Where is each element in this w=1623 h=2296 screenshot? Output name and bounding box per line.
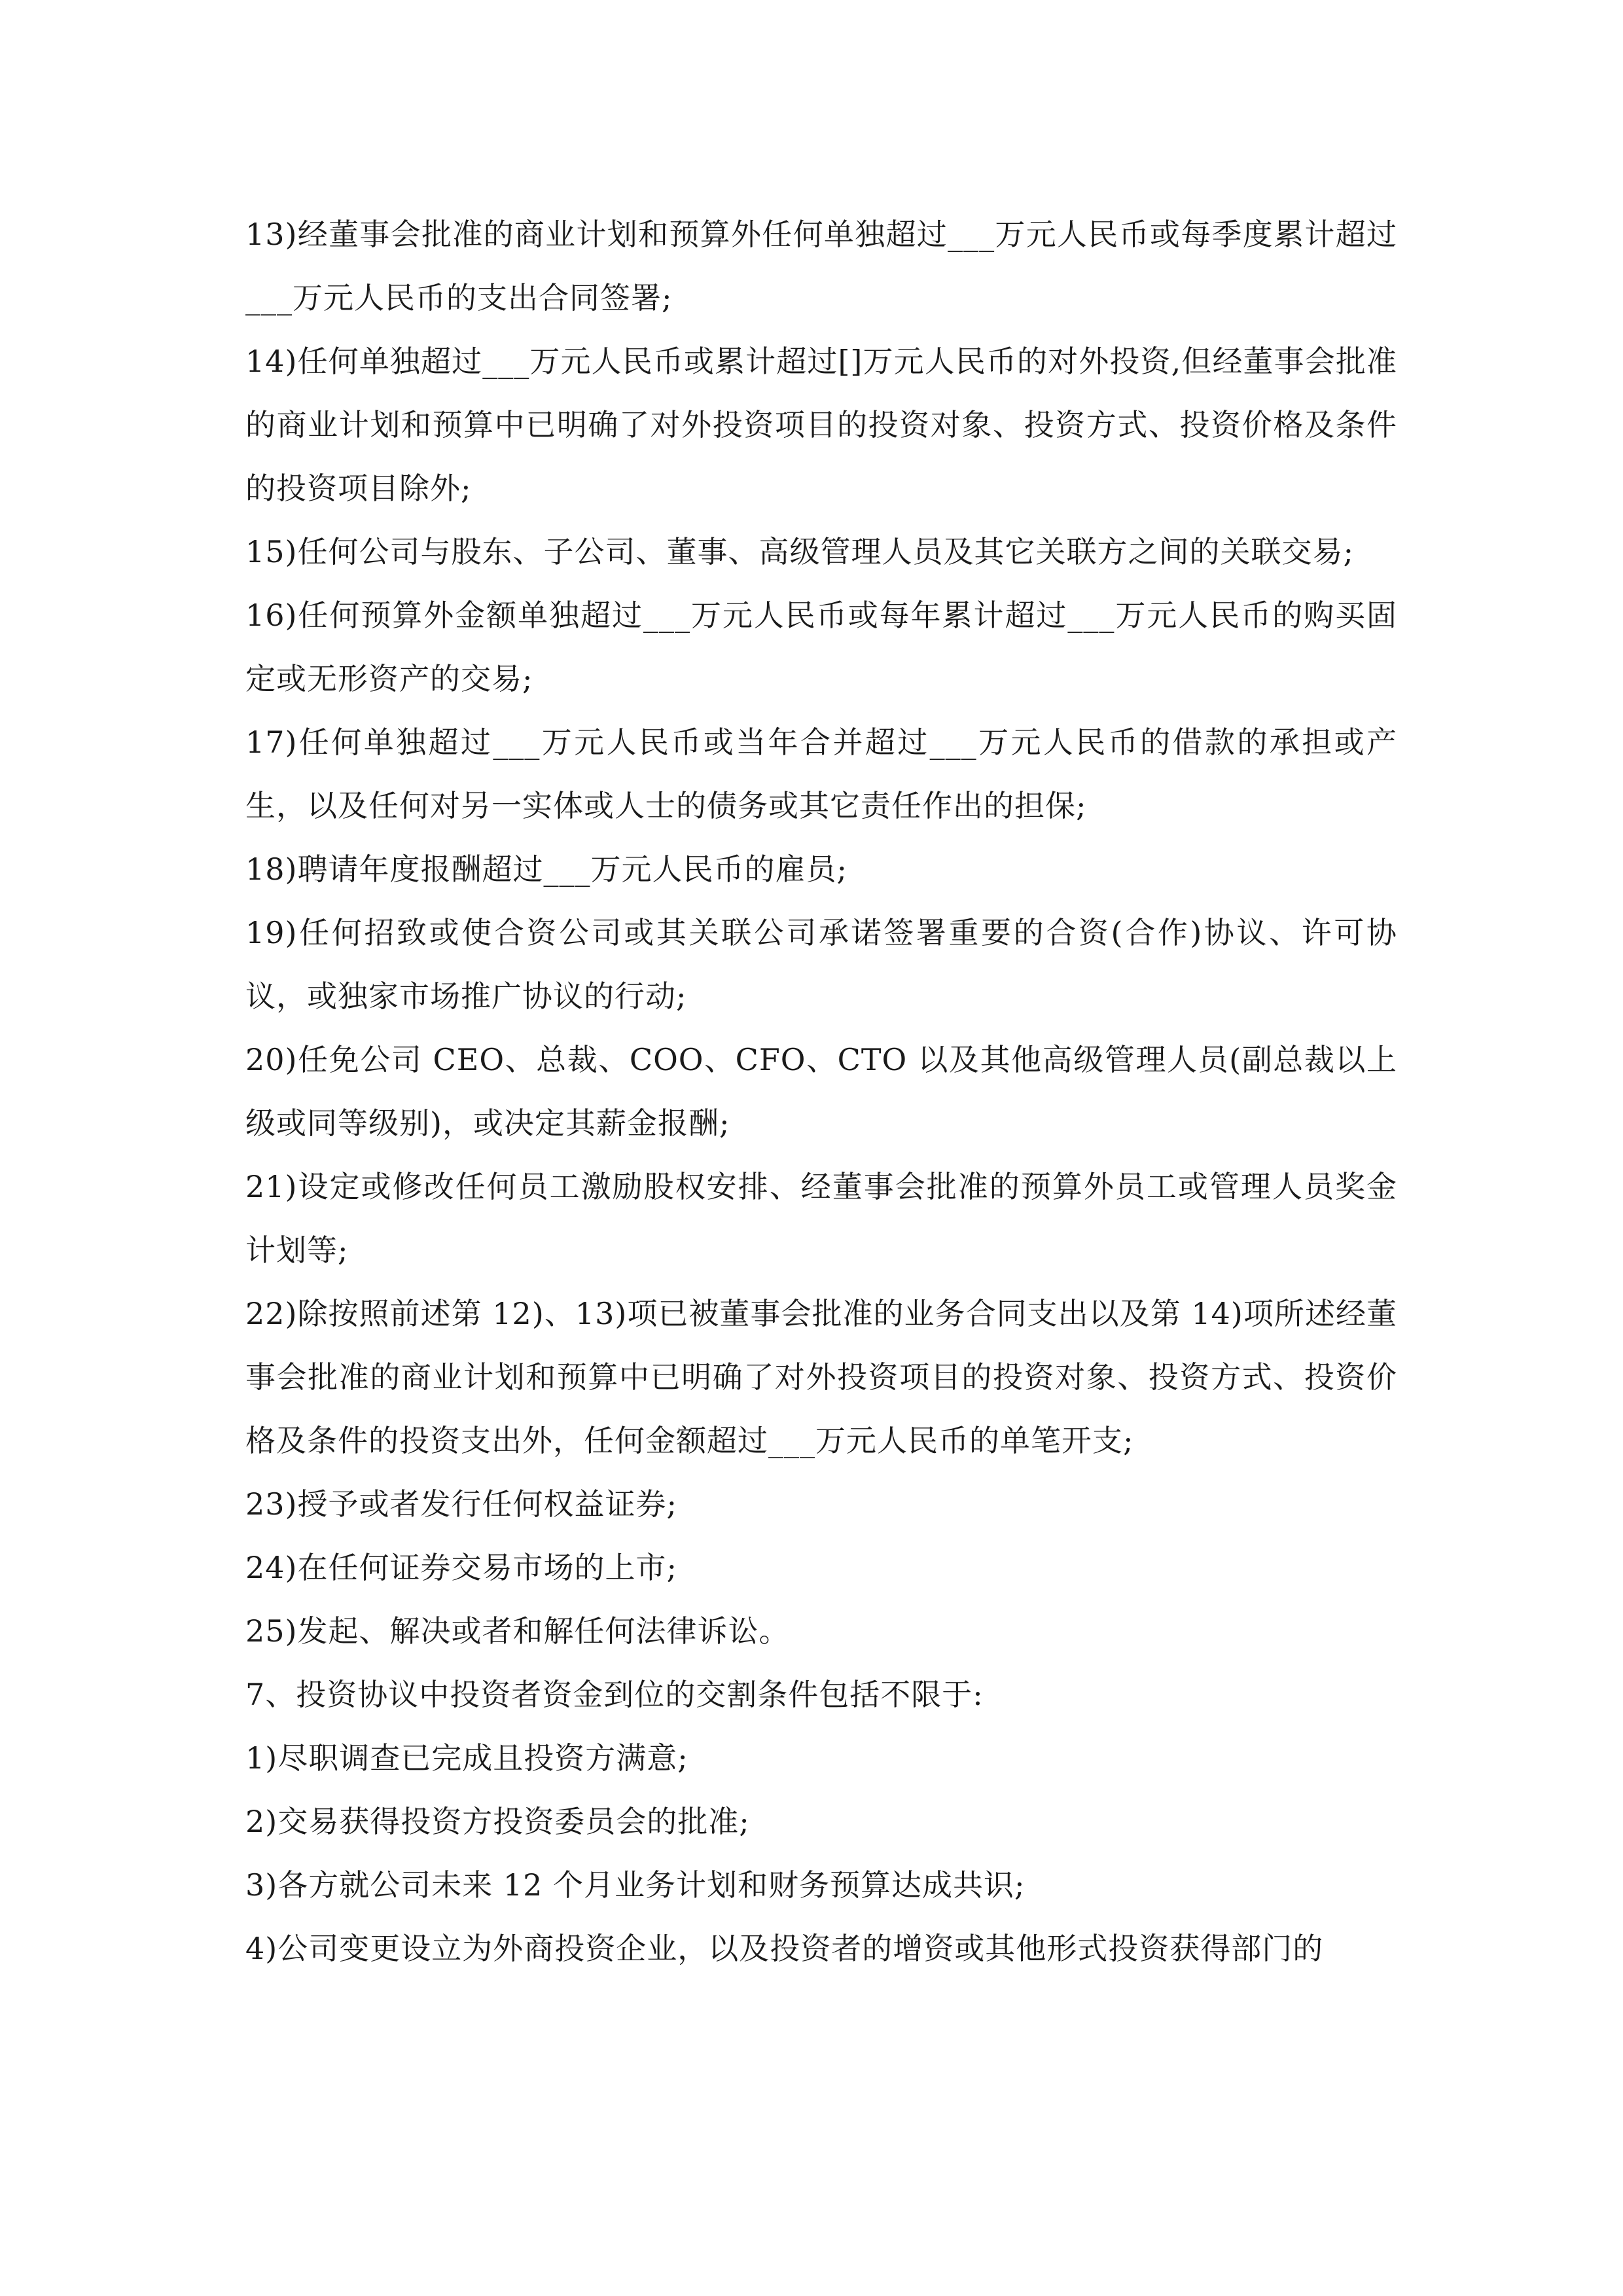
clause-18: 18)聘请年度报酬超过___万元人民币的雇员; xyxy=(245,852,847,887)
clause-13: 13)经董事会批准的商业计划和预算外任何单独超过___万元人民币或每季度累计超过___万元人民币的支出合同签署; xyxy=(245,217,1397,315)
section-7-heading: 7、投资协议中投资者资金到位的交割条件包括不限于: xyxy=(245,1677,984,1712)
document-body xyxy=(245,203,1397,1981)
condition-3: 3)各方就公司未来 12 个月业务计划和财务预算达成共识; xyxy=(245,1867,1026,1903)
clause-20: 20)任免公司 CEO、总裁、COO、CFO、CTO 以及其他高级管理人员(副总裁以上级或同等级别)，或决定其薪金报酬; xyxy=(245,1042,1397,1141)
condition-1: 1)尽职调查已完成且投资方满意; xyxy=(245,1740,688,1776)
clause-23: 23)授予或者发行任何权益证券; xyxy=(245,1486,677,1522)
clause-17: 17)任何单独超过___万元人民币或当年合并超过___万元人民币的借款的承担或产生，以及任何对另一实体或人士的债务或其它责任作出的担保; xyxy=(245,725,1397,823)
condition-4: 4)公司变更设立为外商投资企业，以及投资者的增资或其他形式投资获得部门的 xyxy=(245,1931,1324,1966)
clause-24: 24)在任何证券交易市场的上市; xyxy=(245,1550,677,1585)
clause-15: 15)任何公司与股东、子公司、董事、高级管理人员及其它关联方之间的关联交易; xyxy=(245,534,1354,569)
clause-14: 14)任何单独超过___万元人民币或累计超过[]万元人民币的对外投资,但经董事会批准的商业计划和预算中已明确了对外投资项目的投资对象、投资方式、投资价格及条件的投资项目除外; xyxy=(245,344,1397,506)
clause-19: 19)任何招致或使合资公司或其关联公司承诺签署重要的合资(合作)协议、许可协议，或独家市场推广协议的行动; xyxy=(245,915,1397,1014)
clause-22: 22)除按照前述第 12)、13)项已被董事会批准的业务合同支出以及第 14)项所述经董事会批准的商业计划和预算中已明确了对外投资项目的投资对象、投资方式、投资价格及条件的投资支出外，任何金额超过___万元人民币的单笔开支; xyxy=(245,1296,1397,1458)
clause-25: 25)发起、解决或者和解任何法律诉讼。 xyxy=(245,1613,790,1649)
condition-2: 2)交易获得投资方投资委员会的批准; xyxy=(245,1804,750,1839)
clause-16: 16)任何预算外金额单独超过___万元人民币或每年累计超过___万元人民币的购买固定或无形资产的交易; xyxy=(245,598,1397,696)
clause-21: 21)设定或修改任何员工激励股权安排、经董事会批准的预算外员工或管理人员奖金计划等; xyxy=(245,1169,1397,1268)
